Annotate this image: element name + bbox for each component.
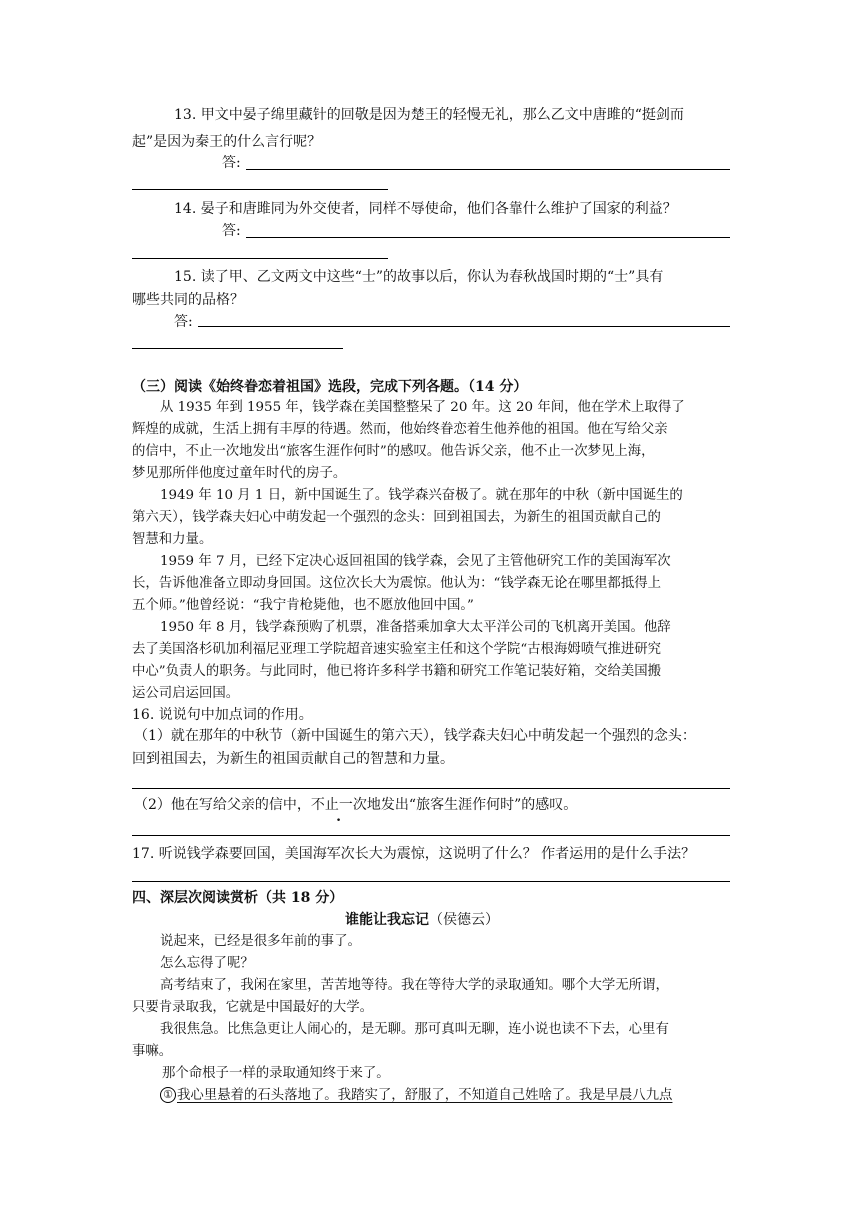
passage-p1-line1: 从 1935 年到 1955 年，钱学森在美国整整呆了 20 年。这 20 年间，他在学术上取得了 (160, 400, 685, 415)
passage-p1-line2: 辉煌的成就，生活上拥有丰厚的待遇。然而，他始终眷恋着生他养他的祖国。他在写给父亲 (132, 422, 668, 437)
passage-p3-line2: 长，告诉他准备立即动身回国。这位次长大为震惊。他认为：“钱学森无论在哪里都抵得上 (132, 576, 662, 591)
passage-p3-line1: 1959 年 7 月，已经下定决心返回祖国的钱学森，会见了主管他研究工作的美国海军次 (160, 554, 671, 569)
q15-line2: 哪些共同的品格？ (132, 292, 244, 308)
q16-1-before: （1）就在那年的 (134, 728, 241, 744)
q16-1-line1 (134, 727, 696, 745)
passage-p2-line2: 第六天），钱学森夫妇心中萌发起一个强烈的念头：回到祖国去，为新生的祖国贡献自己的 (132, 510, 661, 525)
q15-answer-label: 答: (174, 314, 193, 330)
q14-answer-label: 答: (222, 223, 241, 239)
q16-2-after: 地发出“旅客生涯作何时”的感叹。 (366, 797, 578, 813)
passage-p2-line3: 智慧和力量。 (132, 532, 213, 547)
passage-p4-line1: 1950 年 8 月，钱学森预购了机票，准备搭乘加拿大太平洋公司的飞机离开美国。他辞 (160, 620, 671, 635)
q13-line2: 起”是因为秦王的什么言行呢？ (132, 134, 322, 150)
q16-title: 16. 说说句中加点词的作用。 (132, 707, 313, 723)
story-line7: 那个命根子一样的录取通知终于来了。 (162, 1066, 390, 1081)
story-line2: 怎么忘得了呢？ (160, 956, 254, 971)
story-title: 谁能让我忘记 (345, 912, 429, 928)
story-author: （侯德云） (429, 912, 499, 928)
section4-heading: 四、深层次阅读赏析（共 18 分） (132, 890, 344, 906)
story-line5: 我很焦急。比焦急更让人闹心的，是无聊。那可真叫无聊，连小说也读不下去，心里有 (160, 1022, 669, 1037)
story-line1: 说起来，已经是很多年前的事了。 (160, 934, 361, 949)
story-last-line-text: 我心里悬着的石头落地了。我踏实了，舒服了，不知道自己姓啥了。我是早晨八九点 (177, 1088, 673, 1103)
q16-2-dotted-word: 不止一次 (310, 797, 367, 813)
q16-2-answer-line[interactable] (132, 835, 730, 836)
q17-answer-line[interactable] (132, 881, 730, 882)
passage-p4-line4: 运公司启运回国。 (132, 686, 240, 701)
passage-p1-line3: 的信中，不止一次地发出“旅客生涯作何时”的感叹。他告诉父亲，他不止一次梦见上海， (132, 444, 655, 459)
q13-line1: 13. 甲文中晏子绵里藏针的回敬是因为楚王的轻慢无礼，那么乙文中唐雎的“挺剑而 (174, 107, 684, 123)
q13-answer-label: 答: (222, 155, 241, 171)
story-last-line (160, 1087, 672, 1105)
q15-answer-line-1[interactable] (198, 326, 730, 327)
story-line3: 高考结束了，我闲在家里，苦苦地等待。我在等待大学的录取通知。哪个大学无所谓， (160, 978, 669, 993)
q17: 17. 听说钱学森要回国，美国海军次长大为震惊，这说明了什么？ 作者运用的是什么手法？ (132, 846, 696, 862)
q16-1-after: （新中国诞生的第六天），钱学森夫妇心中萌发起一个强烈的念头： (282, 728, 696, 744)
q15-line1: 15. 读了甲、乙文两文中这些“士”的故事以后，你认为春秋战国时期的“士”具有 (174, 269, 664, 285)
q14-answer-line-1[interactable] (246, 237, 730, 238)
passage-p4-line2: 去了美国洛杉矶加利福尼亚理工学院超音速实验室主任和这个学院“古根海姆喷气推进研究 (132, 642, 662, 657)
q13-answer-line-2[interactable] (132, 189, 388, 190)
q14-line1: 14. 晏子和唐雎同为外交使者，同样不辱使命，他们各靠什么维护了国家的利益？ (174, 201, 677, 217)
q16-1-answer-line[interactable] (132, 788, 730, 789)
passage-p4-line3: 中心”负责人的职务。与此同时，他已将许多科学书籍和研究工作笔记装好箱，交给美国搬 (132, 664, 662, 679)
story-title-line (345, 911, 499, 929)
q15-answer-line-2[interactable] (132, 348, 343, 349)
q16-2-before: （2）他在写给父亲的信中， (134, 797, 311, 813)
q16-2-line1 (134, 796, 577, 814)
q16-1-line2: 回到祖国去，为新生的祖国贡献自己的智慧和力量。 (132, 751, 454, 767)
q16-1-dotted-word: 中秋节 (240, 728, 283, 744)
q14-answer-line-2[interactable] (132, 258, 388, 259)
q13-answer-line-1[interactable] (246, 169, 730, 170)
story-line6: 事嘛。 (132, 1044, 173, 1059)
passage-p3-line3: 五个师。”他曾经说：“我宁肯枪毙他，也不愿放他回中国。” (132, 598, 474, 613)
passage-p1-line4: 梦见那所伴他度过童年时代的房子。 (132, 466, 347, 481)
story-line4: 只要肯录取我，它就是中国最好的大学。 (132, 1000, 374, 1015)
circled-number-1-icon: ① (160, 1087, 176, 1103)
passage-p2-line1: 1949 年 10 月 1 日，新中国诞生了。钱学森兴奋极了。就在那年的中秋（新中国诞生的 (160, 488, 683, 503)
section3-heading: （三）阅读《始终眷恋着祖国》选段，完成下列各题。（14 分） (132, 379, 528, 395)
